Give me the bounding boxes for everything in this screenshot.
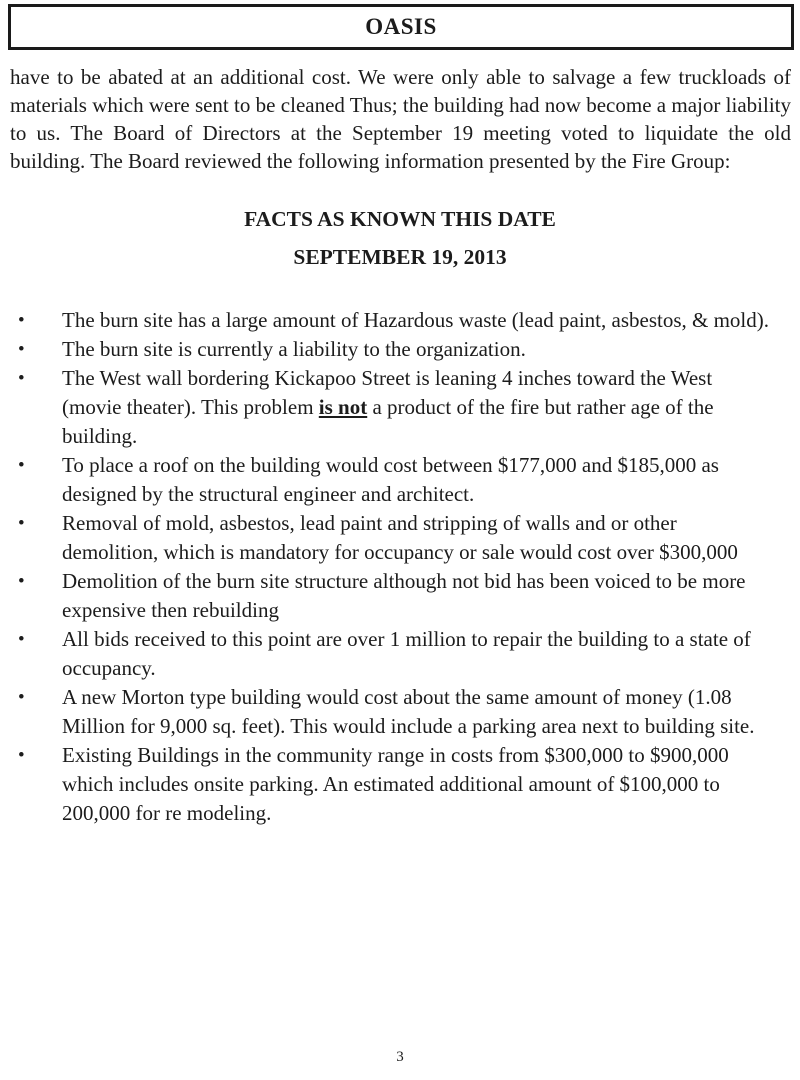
- list-item: [10, 625, 775, 683]
- list-item-text: The burn site has a large amount of Hazardous waste (lead paint, asbestos, & mold).: [62, 308, 769, 332]
- page-title: OASIS: [365, 14, 437, 39]
- page-number: 3: [396, 1049, 404, 1065]
- list-item: [10, 306, 775, 335]
- list-item: [10, 741, 775, 828]
- list-item: [10, 509, 775, 567]
- list-item-text: Demolition of the burn site structure although not bid has been voiced to be more expensive then rebuilding: [62, 569, 746, 622]
- bullet-icon: •: [18, 513, 25, 534]
- bullet-icon: •: [18, 745, 25, 766]
- list-item: [10, 451, 775, 509]
- section-heading-facts: FACTS AS KNOWN THIS DATE: [244, 207, 556, 231]
- list-item: [10, 364, 775, 451]
- bullet-icon: •: [18, 310, 25, 331]
- list-item-text: Removal of mold, asbestos, lead paint and stripping of walls and or other demolition, which is mandatory for occupancy or sale would cost over $300,000: [62, 511, 738, 564]
- list-item-text: a product of the fire but rather age of the building.: [62, 395, 714, 448]
- bullet-icon: •: [18, 629, 25, 650]
- list-item-text: The burn site is currently a liability to the organization.: [62, 337, 526, 361]
- list-item: [10, 683, 775, 741]
- bullet-icon: •: [18, 368, 25, 389]
- list-item-text: The West wall bordering Kickapoo Street is leaning 4 inches toward the West (movie theater). This problem: [62, 366, 713, 419]
- intro-paragraph: have to be abated at an additional cost. We were only able to salvage a few truckloads of materials which were sent to be cleaned Thus; the building had now become a major liability to us. The Board of Directors at the September 19 meeting voted to liquidate the old building. The Board reviewed the following information presented by the Fire Group:: [10, 65, 791, 173]
- list-item-text: All bids received to this point are over 1 million to repair the building to a state of occupancy.: [62, 627, 751, 680]
- bullet-icon: •: [18, 339, 25, 360]
- bullet-icon: •: [18, 455, 25, 476]
- section-heading-date: SEPTEMBER 19, 2013: [293, 245, 507, 269]
- bullet-icon: •: [18, 687, 25, 708]
- list-item-text: To place a roof on the building would cost between $177,000 and $185,000 as designed by the structural engineer and architect.: [62, 453, 719, 506]
- list-item-text: Existing Buildings in the community range in costs from $300,000 to $900,000 which includes onsite parking. An estimated additional amount of $100,000 to 200,000 for re modeling.: [62, 743, 729, 825]
- list-item: [10, 335, 775, 364]
- page-header-box: [8, 4, 794, 50]
- bullet-icon: •: [18, 571, 25, 592]
- facts-list: [10, 306, 775, 828]
- list-item-emphasis: is not: [318, 395, 368, 419]
- list-item: [10, 567, 775, 625]
- list-item-text: A new Morton type building would cost about the same amount of money (1.08 Million for 9,000 sq. feet). This would include a parking area next to building site.: [62, 685, 755, 738]
